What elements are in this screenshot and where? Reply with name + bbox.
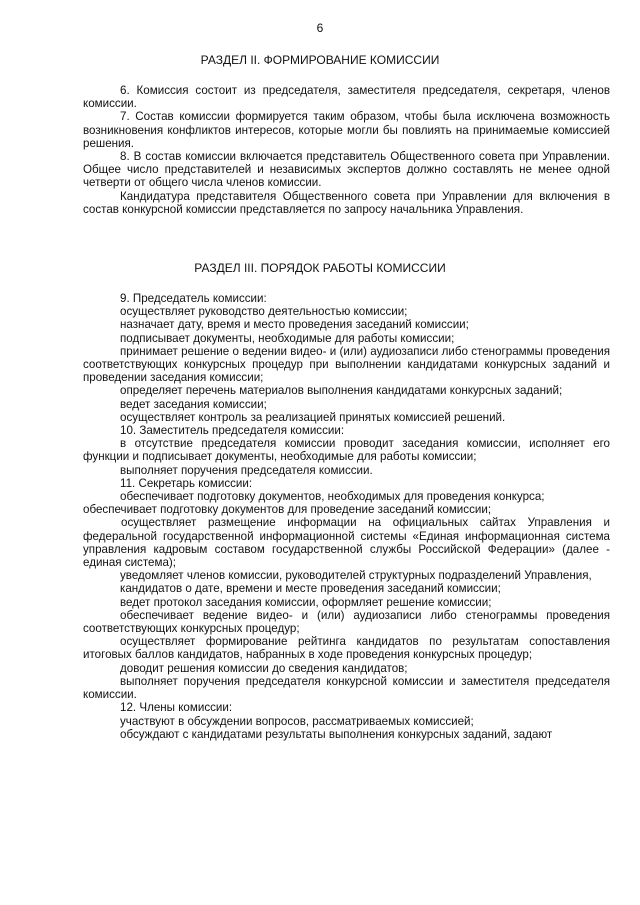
- paragraph: уведомляет членов комиссии, руководителей структурных подразделений Управления,: [120, 569, 592, 583]
- paragraph: ведет заседания комиссии;: [120, 397, 267, 411]
- paragraph: 11. Секретарь комиссии:: [120, 476, 253, 490]
- paragraph: назначает дату, время и место проведения заседаний комиссии;: [120, 318, 469, 332]
- paragraph: 10. Заместитель председателя комиссии:: [120, 424, 345, 438]
- paragraph: определяет перечень материалов выполнения кандидатами конкурсных заданий;: [120, 384, 563, 398]
- paragraph: 12. Члены комиссии:: [120, 701, 233, 715]
- page-number: 6: [316, 21, 324, 35]
- section-2-body: [83, 84, 610, 216]
- paragraph: 9. Председатель комиссии:: [120, 292, 267, 305]
- paragraph: осуществляет формирование рейтинга кандидатов по результатам сопоставления итоговых баллов кандидатов, набранных в ходе проведения конкурсных процедур;: [83, 635, 610, 662]
- paragraph: осуществляет контроль за реализацией принятых комиссией решений.: [120, 410, 506, 424]
- paragraph: 7. Состав комиссии формируется таким образом, чтобы была исключена возможность возникновения конфликтов интересов, которые могли бы повлиять на принимаемые комиссией решения.: [83, 110, 610, 150]
- paragraph: обеспечивает подготовку документов для проведение заседаний комиссии;: [83, 503, 492, 517]
- paragraph: осуществляет руководство деятельностью комиссии;: [120, 305, 408, 319]
- paragraph: Кандидатура представителя Общественного совета при Управлении для включения в состав конкурсной комиссии представляется по запросу начальника Управления.: [83, 189, 610, 216]
- paragraph: участвуют в обсуждении вопросов, рассматриваемых комиссией;: [120, 714, 474, 728]
- paragraph: принимает решение о ведении видео- и (или) аудиозаписи либо стенограммы проведения соответствующих конкурсных процедур при выполнении кандидатами конкурсных заданий и проведении заседания комиссии;: [83, 344, 610, 385]
- paragraph: 8. В состав комиссии включается представитель Общественного совета при Управлении. Общее число представителей и независимых экспертов должно составлять не менее одной четверти от общего числа членов комиссии.: [83, 150, 610, 190]
- paragraph: осуществляет размещение информации на официальных сайтах Управления и федеральной государственной информационной системы «Единая информационная система управления кадровым составом государственной службы Российской Федерации» (далее - единая система);: [83, 516, 610, 570]
- paragraph: выполняет поручения председателя конкурсной комиссии и заместителя председателя комиссии.: [83, 674, 610, 702]
- paragraph: 6. Комиссия состоит из председателя, заместителя председателя, секретаря, членов комиссии.: [83, 84, 610, 111]
- paragraph: в отсутствие председателя комиссии проводит заседания комиссии, исполняет его функции и подписывает документы, необходимые для работы комиссии;: [83, 437, 610, 464]
- paragraph: обеспечивает подготовку документов, необходимых для проведения конкурса;: [120, 490, 545, 504]
- paragraph: выполняет поручения председателя комиссии.: [120, 463, 373, 477]
- section-3-heading: РАЗДЕЛ III. ПОРЯДОК РАБОТЫ КОМИССИИ: [194, 261, 446, 275]
- section-2-heading: РАЗДЕЛ II. ФОРМИРОВАНИЕ КОМИССИИ: [200, 53, 440, 67]
- paragraph: доводит решения комиссии до сведения кандидатов;: [120, 661, 408, 675]
- paragraph: обеспечивает ведение видео- и (или) аудиозаписи либо стенограммы проведения соответствующих конкурсных процедур;: [83, 608, 610, 636]
- paragraph: ведет протокол заседания комиссии, оформляет решение комиссии;: [120, 595, 492, 609]
- paragraph: подписывает документы, необходимые для работы комиссии;: [120, 331, 455, 345]
- paragraph: кандидатов о дате, времени и месте проведения заседаний комиссии;: [120, 582, 501, 596]
- section-3-body: [83, 292, 610, 741]
- paragraph: обсуждают с кандидатами результаты выполнения конкурсных заданий, задают: [120, 727, 553, 741]
